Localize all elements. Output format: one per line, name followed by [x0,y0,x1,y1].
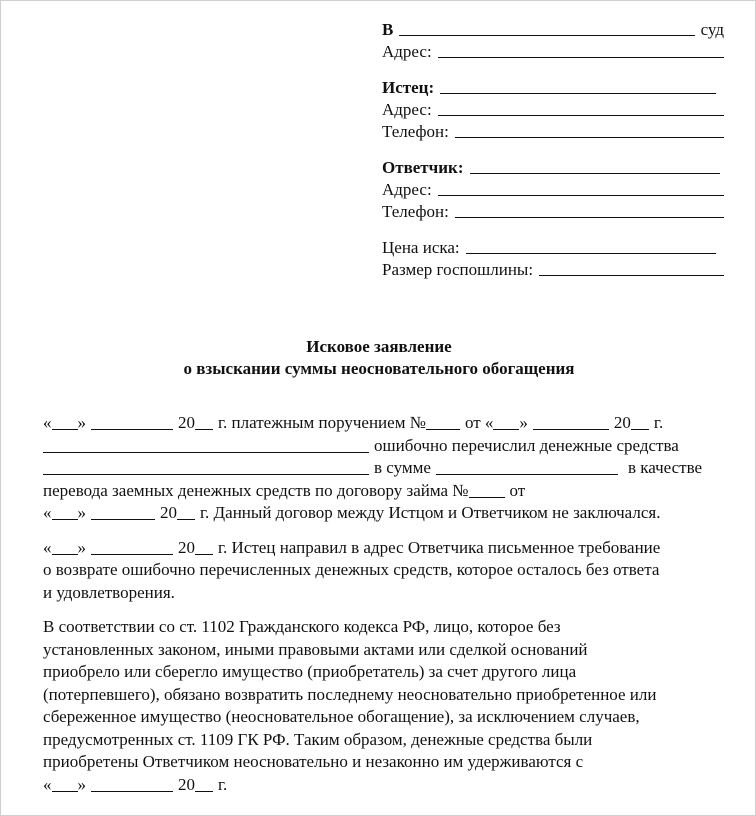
court-address-label: Адрес: [382,42,432,61]
recipient-blank[interactable] [43,460,369,475]
p2-line-1 [43,537,719,560]
plaintiff-label: Истец: [382,78,435,97]
p2-line-3: и удовлетворения. [43,582,175,602]
year-prefix-3: 20 [160,503,177,522]
p2-line-2: о возврате ошибочно перечисленных денежных средств, которое осталось без ответа [43,560,660,579]
year-blank-5[interactable] [195,777,213,792]
amount-text: в сумме [374,458,431,477]
defendant-name-blank[interactable] [470,158,721,174]
month-blank[interactable] [91,415,173,430]
year-suffix-5: г. [218,774,228,794]
year-blank-3[interactable] [177,505,195,520]
year-prefix-4: 20 [178,537,195,557]
p1-line-5 [43,502,719,525]
plaintiff-phone-label: Телефон: [382,122,449,141]
plaintiff-address-line [382,99,724,121]
defendant-phone-blank[interactable] [455,202,724,218]
court-address-blank[interactable] [438,42,724,58]
defendant-address-blank[interactable] [438,180,724,196]
from-text: от « [464,413,494,432]
plaintiff-line [382,77,724,99]
fee-blank[interactable] [539,260,724,276]
quote-close-4: » [77,537,86,557]
quote-close-3: » [77,503,86,522]
year-blank[interactable] [195,415,213,430]
month-blank-3[interactable] [91,505,155,520]
paragraph-1 [43,412,719,525]
court-address-line [382,41,724,63]
as-text: в качестве [627,458,703,477]
year-prefix-5: 20 [178,774,195,794]
day-blank[interactable] [52,415,78,430]
payment-order-text: г. платежным поручением № [218,413,426,432]
court-suffix: суд [700,20,724,39]
loan-number-blank[interactable] [469,483,505,498]
month-blank-5[interactable] [91,777,173,792]
document-header [382,19,724,281]
day-blank-2[interactable] [493,415,519,430]
year-prefix: 20 [178,413,195,432]
defendant-phone-line [382,201,724,223]
loan-text: перевода заемных денежных средств по договору займа № [43,480,469,500]
quote-open: « [43,413,52,432]
title-line-1: Исковое заявление [306,337,452,356]
day-blank-3[interactable] [52,505,78,520]
transfer-text: ошибочно перечислил денежные средства [374,435,679,455]
plaintiff-address-label: Адрес: [382,100,432,119]
defendant-label: Ответчик: [382,158,464,177]
claim-price-line [382,237,724,259]
p1-line-4 [43,480,719,503]
defendant-address-line [382,179,724,201]
month-blank-4[interactable] [91,540,173,555]
court-line [382,19,724,41]
fee-label: Размер госпошлины: [382,260,534,279]
plaintiff-phone-blank[interactable] [455,122,724,138]
plaintiff-name-blank[interactable] [440,78,716,94]
p3-line-7: приобретены Ответчиком неосновательно и незаконно им удерживаются с [43,752,584,771]
day-blank-4[interactable] [52,540,78,555]
month-blank-2[interactable] [533,415,609,430]
defendant-phone-label: Телефон: [382,202,449,221]
quote-close-5: » [77,774,86,794]
defendant-line [382,157,724,179]
p3-line-4: (потерпевшего), обязано возвратить последнему неосновательно приобретенное или [43,684,657,704]
court-prefix: В [382,20,394,39]
p3-line-2: установленных законом, иными правовыми актами или сделкой оснований [43,639,588,659]
year-suffix: г. [653,413,664,432]
court-name-blank[interactable] [399,20,694,36]
payment-order-number-blank[interactable] [426,415,460,430]
quote-close: » [77,413,86,432]
paragraph-2 [43,537,719,605]
document-title [1,336,756,380]
year-blank-4[interactable] [195,540,213,555]
fee-line [382,259,724,281]
demand-text: г. Истец направил в адрес Ответчика письменное требование [218,537,661,557]
from-text-2: от [509,480,526,500]
contract-text: г. Данный договор между Истцом и Ответчиком не заключался. [200,503,661,522]
plaintiff-phone-line [382,121,724,143]
year-prefix-2: 20 [613,413,631,432]
p3-line-1: В соответствии со ст. 1102 Гражданского кодекса РФ, лицо, которое без [43,617,561,636]
p1-line-1 [43,412,719,435]
p3-line-5: сбереженное имущество (неосновательное обогащение), за исключением случаев, [43,707,640,726]
title-line-2: о взыскании суммы неосновательного обогащения [183,359,575,378]
p1-line-2 [43,435,719,458]
plaintiff-address-blank[interactable] [438,100,724,116]
defendant-address-label: Адрес: [382,180,432,199]
p3-line-8 [43,774,719,797]
claim-price-blank[interactable] [466,238,716,254]
p3-line-3: приобрело или сберегло имущество (приобретатель) за счет другого лица [43,662,577,681]
p1-line-3 [43,457,719,480]
claim-price-label: Цена иска: [382,238,460,257]
p3-line-6: предусмотренных ст. 1109 ГК РФ. Таким образом, денежные средства были [43,729,593,749]
quote-open-4: « [43,537,52,557]
quote-open-3: « [43,503,52,522]
amount-blank[interactable] [436,460,618,475]
quote-close-2: » [519,413,528,432]
document-body [43,412,719,808]
paragraph-3 [43,616,719,796]
day-blank-5[interactable] [52,777,78,792]
plaintiff-name-blank-body[interactable] [43,438,369,453]
year-blank-2[interactable] [631,415,649,430]
quote-open-5: « [43,774,52,794]
